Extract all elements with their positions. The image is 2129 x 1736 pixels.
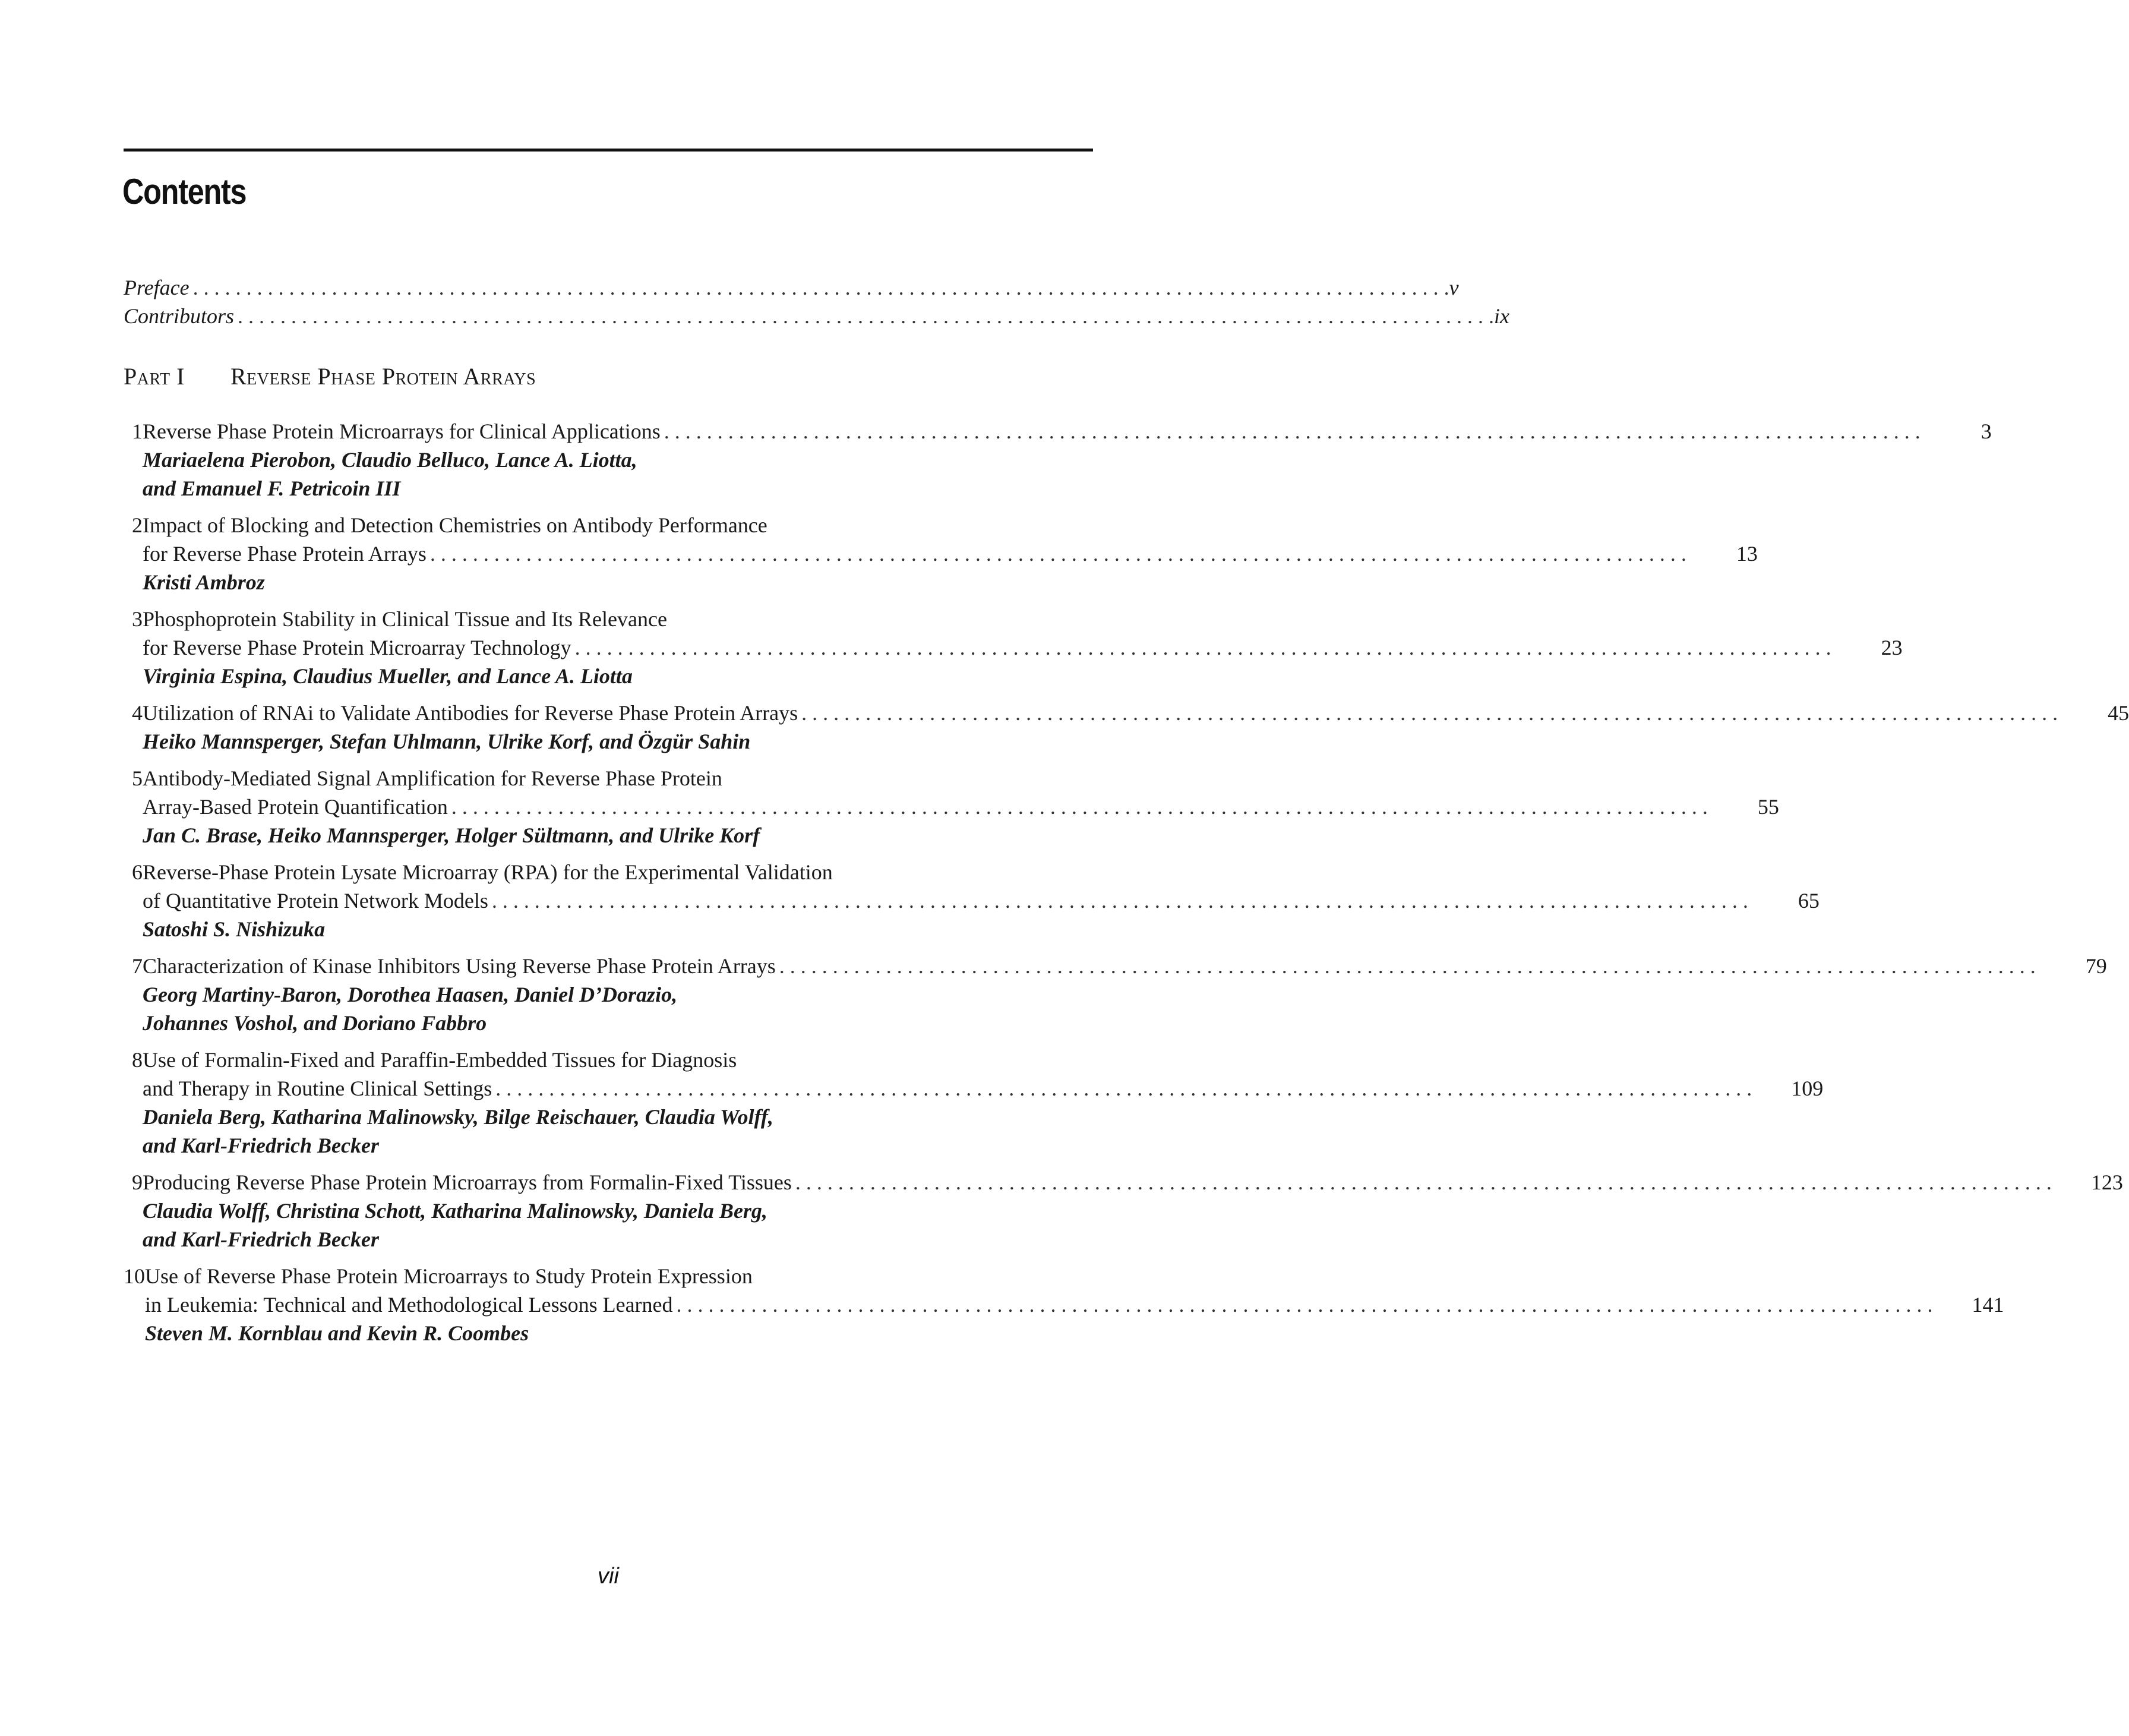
chapter-title-line [143,1168,2123,1197]
dot-leader [427,539,1686,568]
chapter-title-line [143,952,2107,980]
toc-chapter-entry[interactable] [124,1168,2123,1254]
chapter-number: 2 [132,513,143,537]
chapter-authors: Johannes Voshol, and Doriano Fabbro [143,1011,487,1035]
toc-chapter-entry[interactable] [124,699,2129,756]
chapter-title-line [143,1074,1823,1103]
chapter-body [145,1262,2004,1347]
chapter-body [143,952,2107,1037]
chapter-list [124,417,2129,1347]
dot-leader [571,633,1831,662]
chapter-authors: and Emanuel F. Petricoin III [143,476,401,500]
chapter-authors: Mariaelena Pierobon, Claudio Belluco, Lance A. Liotta, [143,448,637,472]
page-title: Contents [122,172,247,212]
chapter-title-text: Array-Based Protein Quantification [143,795,448,819]
chapter-title-line [143,539,1758,568]
dot-leader [189,273,1449,302]
toc-page-number: 123 [2090,1170,2123,1194]
toc-page-number: v [1449,276,1459,299]
toc-page-number: 23 [1881,636,1903,659]
chapter-title-text: Use of Formalin-Fixed and Paraffin-Embedded Tissues for Diagnosis [143,1048,737,1072]
toc-entry-title: Contributors [124,304,235,328]
chapter-title-text: Characterization of Kinase Inhibitors Using Reverse Phase Protein Arrays [143,954,776,978]
dot-leader [776,952,2036,980]
dot-leader [792,1168,2052,1197]
toc-page-number: 55 [1757,795,1779,819]
top-rule [124,149,1093,151]
toc-page-number: 65 [1798,889,1820,913]
chapter-title-text: Phosphoprotein Stability in Clinical Tissue and Its Relevance [143,607,667,631]
chapter-title-text: Antibody-Mediated Signal Amplification for Reverse Phase Protein [143,766,722,790]
dot-leader [448,793,1708,821]
chapter-title-line [143,511,1758,539]
chapter-body [143,511,1758,596]
chapter-title-line [143,858,1820,886]
toc-page-number: 109 [1791,1077,1824,1100]
chapter-title-text: in Leukemia: Technical and Methodological Lessons Learned [145,1293,673,1317]
dot-leader [234,302,1494,330]
chapter-title-text: and Therapy in Routine Clinical Settings [143,1077,492,1100]
chapter-authors: Georg Martiny-Baron, Dorothea Haasen, Daniel D’Dorazio, [143,983,678,1006]
chapter-title-text: for Reverse Phase Protein Arrays [143,542,427,566]
chapter-number: 5 [132,766,143,790]
chapter-body [143,417,1992,503]
toc-page-number: 141 [1972,1293,2004,1317]
chapter-title-line [143,417,1992,446]
chapter-title-line [145,1290,2004,1319]
chapter-authors: Kristi Ambroz [143,570,265,594]
toc-page-number: 45 [2108,701,2129,725]
chapter-body [143,1168,2123,1254]
dot-leader [661,417,1920,446]
chapter-number: 9 [132,1170,143,1194]
chapter-number: 4 [132,701,143,725]
chapter-body [143,1046,1823,1160]
toc-chapter-entry[interactable] [124,1046,1824,1160]
toc-page-number: 3 [1980,419,1992,443]
chapter-title-text: Utilization of RNAi to Validate Antibodies for Reverse Phase Protein Arrays [143,701,798,725]
page-folio: vii [598,1564,619,1589]
chapter-title-line [143,1046,1823,1074]
chapter-title-text: Producing Reverse Phase Protein Microarrays from Formalin-Fixed Tissues [143,1170,792,1194]
chapter-body [143,605,1903,690]
chapter-body [143,764,1779,850]
chapter-title-line [143,793,1779,821]
chapter-title-line [143,633,1903,662]
chapter-body [143,858,1820,943]
dot-leader [492,1074,1752,1103]
chapter-number: 3 [132,607,143,631]
chapter-authors: Claudia Wolff, Christina Schott, Katharina Malinowsky, Daniela Berg, [143,1199,767,1223]
chapter-number: 10 [124,1264,145,1288]
part-label: Part I [124,363,185,390]
toc-chapter-entry[interactable] [124,511,1758,596]
chapter-title-text: Impact of Blocking and Detection Chemistries on Antibody Performance [143,513,767,537]
chapter-authors: Satoshi S. Nishizuka [143,917,326,941]
toc-chapter-entry[interactable] [124,605,1903,690]
toc-chapter-entry[interactable] [124,764,1779,850]
toc-chapter-entry[interactable] [124,858,1820,943]
toc-page-number: 13 [1736,542,1758,566]
chapter-authors: Jan C. Brase, Heiko Mannsperger, Holger Sültmann, and Ulrike Korf [143,823,760,847]
chapter-number: 7 [132,954,143,978]
part-title: Reverse Phase Protein Arrays [230,363,536,390]
chapter-authors: Heiko Mannsperger, Stefan Uhlmann, Ulrike Korf, and Özgür Sahin [143,730,751,753]
chapter-title-text: for Reverse Phase Protein Microarray Technology [143,636,571,659]
chapter-title-line [143,699,2129,727]
toc-page-number: 79 [2085,954,2107,978]
chapter-authors: Steven M. Kornblau and Kevin R. Coombes [145,1321,529,1345]
chapter-title-text: Reverse Phase Protein Microarrays for Clinical Applications [143,419,661,443]
chapter-title-line [145,1262,2004,1290]
dot-leader [488,886,1748,915]
chapter-authors: and Karl-Friedrich Becker [143,1227,380,1251]
chapter-body [143,699,2129,756]
toc-chapter-entry[interactable] [124,1262,2004,1347]
table-of-contents [124,273,2129,1356]
toc-chapter-entry[interactable] [124,417,1992,503]
chapter-title-line [143,605,1903,633]
chapter-title-text: Reverse-Phase Protein Lysate Microarray (RPA) for the Experimental Validation [143,860,833,884]
part-heading [124,362,1093,391]
toc-entry-contributors[interactable] [124,302,1510,330]
toc-page-number: ix [1494,304,1510,328]
dot-leader [673,1290,1933,1319]
toc-entry-preface[interactable] [124,273,1459,302]
chapter-number: 6 [132,860,143,884]
chapter-title-text: of Quantitative Protein Network Models [143,889,488,913]
chapter-number: 8 [132,1048,143,1072]
chapter-authors: Daniela Berg, Katharina Malinowsky, Bilge Reischauer, Claudia Wolff, [143,1105,773,1129]
chapter-title-text: Use of Reverse Phase Protein Microarrays to Study Protein Expression [145,1264,753,1288]
chapter-title-line [143,886,1820,915]
dot-leader [798,699,2058,727]
toc-chapter-entry[interactable] [124,952,2107,1037]
chapter-authors: and Karl-Friedrich Becker [143,1134,380,1157]
chapter-number: 1 [132,419,143,443]
toc-entry-title: Preface [124,276,189,299]
chapter-title-line [143,764,1779,793]
chapter-authors: Virginia Espina, Claudius Mueller, and Lance A. Liotta [143,664,633,688]
